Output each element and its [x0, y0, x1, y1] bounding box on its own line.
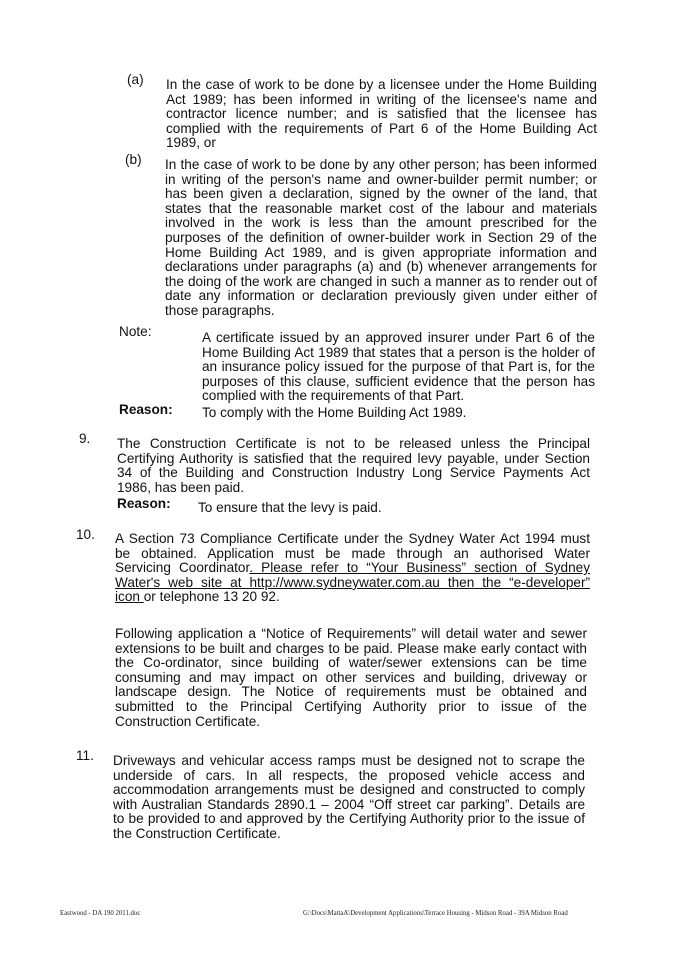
text-run: or telephone 13 20 92.	[143, 589, 280, 605]
condition-9-number: 9.	[79, 431, 91, 446]
condition-10-paragraph-2	[115, 627, 587, 729]
condition-9-text	[117, 437, 590, 495]
text-line: an insurance policy issued for the purpose of that Part is, for the	[202, 359, 595, 375]
text-line: consuming and may impact on other services and building, driveway or	[115, 669, 587, 685]
reason-label: Reason:	[117, 496, 171, 511]
condition-10-text	[115, 532, 590, 605]
text-line: accommodation arrangements must be designed and constructed to comply	[113, 782, 585, 798]
text-line: In the case of work to be done by any other person; has been informed	[165, 157, 597, 172]
text-line: complied with the requirements of Part 6 of the Home Building Act	[166, 120, 597, 136]
text-line: Construction Certificate.	[115, 713, 261, 729]
e-developer-link[interactable]: icon	[115, 589, 144, 605]
text-line: involved in the work is less than the amount prescribed for the	[165, 215, 597, 231]
text-line: 1989, or	[166, 135, 216, 151]
text-line: contractor licence number; and is satisfied that the licensee has	[166, 106, 597, 122]
text-line: Home Building Act 1989, and is given appropriate information and	[165, 244, 597, 260]
text-line: landscape design. The Notice of requirements must be obtained and	[115, 684, 587, 700]
text-line: the Construction Certificate.	[113, 825, 281, 841]
text-line: A certificate issued by an approved insurer under Part 6 of the	[202, 330, 595, 345]
text-line: states that the reasonable market cost of the labour and materials	[165, 200, 597, 216]
text-line: submitted to the Principal Certifying Authority prior to issue of the	[115, 698, 587, 714]
text-line: date any information or declaration previously given under either of	[165, 288, 597, 304]
reason-text: To ensure that the levy is paid.	[198, 500, 382, 515]
text-line: A Section 73 Compliance Certificate under the Sydney Water Act 1994 must	[115, 531, 590, 546]
text-line: those paragraphs.	[165, 302, 275, 318]
footer-filename: Eastwood - DA 190 2011.doc	[60, 910, 141, 917]
text-line: In the case of work to be done by a licensee under the Home Building	[166, 77, 597, 92]
sydney-water-link[interactable]: . Please refer to “Your Business” section of Sydney	[249, 560, 590, 576]
text-line: Act 1989; has been informed in writing of the licensee's name and	[166, 91, 597, 107]
footer-path: G:\Docs\MattaA\Development Applications\Terrace Housing - Midson Road - 39A Midson Road	[303, 910, 568, 917]
text-line: Certifying Authority is satisfied that the required levy payable, under Section	[117, 450, 590, 466]
text-line: Home Building Act 1989 that states that a person is the holder of	[202, 344, 595, 360]
item-b-label: (b)	[125, 152, 142, 167]
text-line: 34 of the Building and Construction Industry Long Service Payments Act	[117, 465, 590, 481]
note-text	[202, 331, 595, 404]
text-line: purposes of this clause, sufficient evidence that the person has	[202, 373, 595, 389]
item-b-text	[165, 158, 597, 319]
reason-text: To comply with the Home Building Act 1989.	[202, 405, 467, 420]
item-a-text	[166, 78, 597, 151]
text-line: be obtained. Application must be made through an authorised Water	[115, 545, 590, 561]
text-line: complied with the requirements of that Part.	[202, 388, 465, 404]
reason-label: Reason:	[119, 402, 173, 417]
text-line: purposes of the definition of owner-builder work in Section 29 of the	[165, 229, 597, 245]
text-run: Servicing Coordinator	[115, 560, 250, 576]
sydney-water-url-link[interactable]: Water's web site at http://www.sydneywater.com.au then the “e-developer”	[115, 574, 590, 590]
condition-11-text	[113, 754, 585, 842]
text-line: Driveways and vehicular access ramps must be designed not to scrape the	[113, 753, 585, 768]
text-line: in writing of the person's name and owner-builder permit number; or	[165, 171, 597, 187]
note-label: Note:	[119, 324, 152, 339]
item-a-label: (a)	[127, 72, 144, 87]
text-line: to be provided to and approved by the Certifying Authority prior to the issue of	[113, 811, 585, 827]
text-line: declarations under paragraphs (a) and (b) whenever arrangements for	[165, 259, 597, 275]
text-line: the doing of the work are changed in such a manner as to render out of	[165, 273, 597, 289]
condition-11-number: 11.	[76, 748, 94, 763]
text-line: 1986, has been paid.	[117, 479, 244, 495]
text-line: Following application a “Notice of Requirements” will detail water and sewer	[115, 626, 587, 641]
text-line: has been given a declaration, signed by the owner of the land, that	[165, 186, 597, 202]
text-line: with Australian Standards 2890.1 – 2004 “Off street car parking”. Details are	[113, 796, 585, 812]
text-line: the Co-ordinator, since building of water/sewer extensions can be time	[115, 655, 587, 671]
text-line	[115, 590, 590, 605]
text-line: underside of cars. In all respects, the proposed vehicle access and	[113, 767, 585, 783]
text-line: extensions to be built and charges to be paid. Please make early contact with	[115, 640, 587, 656]
condition-10-number: 10.	[76, 527, 95, 542]
text-line: The Construction Certificate is not to be released unless the Principal	[117, 436, 590, 451]
text-line	[115, 561, 590, 576]
